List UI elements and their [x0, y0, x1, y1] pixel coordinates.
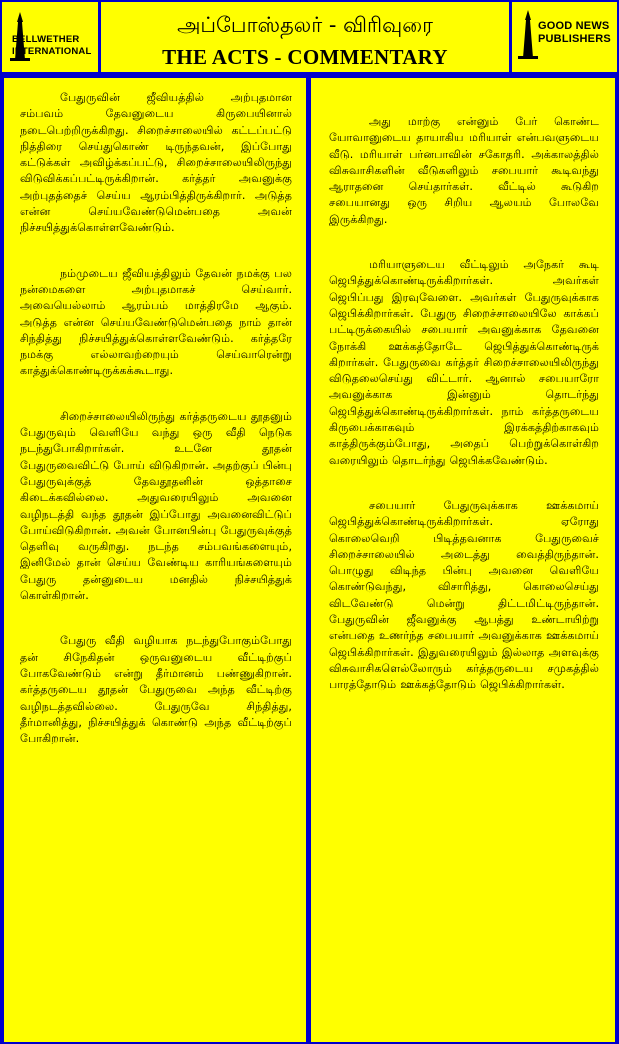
logo-text-line2: PUBLISHERS — [538, 33, 611, 45]
paragraph: நம்முடைய ஜீவியத்திலும் தேவன் நமக்கு பல நன்மைகளை அற்புதமாகச் செய்வார். அவையெல்லாம் ஆரம்பம் மாத்திரமே ஆகும். அடுத்த என்ன செய்யவேண்டுமென்பதை நாம் தான் சிந்தித்து நிச்சயித்துக்கொள்ளவேண்டும். கர்த்தரே நமக்கு எல்லாவற்றையும் செய்வாரென்று காத்துக்கொண்டிருக்கக்கூடாது. — [20, 266, 292, 378]
left-column-text — [20, 90, 292, 776]
good-news-logo-text — [538, 20, 611, 46]
paragraph: பேதுருவின் ஜீவியத்தில் அற்புதமான சம்பவம் தேவனுடைய கிருபையினால் நடைபெற்றிருக்கிறது. சிறைச்சாலையில் கட்டப்பட்டு நித்திரை செய்துகொண் டிருந்தவன், இப்போது கட்டுக்கள் அவிழ்க்கப்பட்டு, சிறைச்சாலையிலிருந்து விடுவிக்கப்பட்டிருக்கிறான். கர்த்தர் அவனுக்கு அற்புதத்தைச் செய்ய ஆரம்பித்திருக்கிறார். அடுத்த என்ன செய்யவேண்டுமென்பதை அவன் நிச்சயித்துக்கொள்ளவேண்டும். — [20, 91, 292, 235]
paragraph: பேதுரு வீதி வழியாக நடந்துபோகும்போது தன் சிநேகிதன் ஒருவனுடைய வீட்டிற்குப் போகவேண்டும் என்று தீர்மானம் பண்ணுகிறான். கர்த்தருடைய தூதன் பேதுருவை அந்த வீட்டிற்கு வழிநடத்தவில்லை. பேதுருவே சிந்தித்து, தீர்மானித்து, நிச்சயித்துக் கொண்டு அந்த வீட்டிற்குப் போகிறான். — [20, 634, 292, 746]
logo-text-line1: BELLWETHER — [12, 34, 80, 45]
good-news-logo — [512, 2, 617, 72]
title-panel — [101, 2, 509, 72]
title-english: THE ACTS - COMMENTARY — [162, 45, 448, 69]
right-column-text — [329, 114, 599, 723]
paragraph: சபையார் பேதுருவுக்காக ஊக்கமாய் ஜெபித்துக்கொண்டிருக்கிறார்கள். ஏரோது கொலைவெறி பிடித்தவனாக பேதுருவைச் சிறைச்சாலையில் அடைத்து வைத்திருந்தான். பொழுது விடிந்த பின்பு அவனை வெளியே கொண்டுவந்து, விசாரித்து, கொலைசெய்து விடவேண்டு மென்று திட்டமிட்டிருந்தான். பேதுருவின் ஜீவனுக்கு ஆபத்து உண்டாயிற்று என்பதை உணர்ந்த சபையார் அவனுக்காக ஊக்கமாய் ஜெபிக்கிறார்கள். இதுவரையிலும் இல்லாத அளவுக்கு விசுவாசிகளெல்லோரும் கர்த்தருடைய சமுகத்தில் பாரத்தோடும் ஊக்கத்தோடும் ஜெபிக்கிறார்கள். — [329, 498, 599, 692]
logo-text-line1: GOOD NEWS — [538, 20, 610, 32]
paragraph: சிறைச்சாலையிலிருந்து கர்த்தருடைய தூதனும் பேதுருவும் வெளியே வந்து ஒரு வீதி நெடுக நடந்துபோகிறார்கள். உடனே தூதன் பேதுருவைவிட்டு போய் விடுகிறான். அதற்குப் பின்பு பேதுருவுக்குத் தேவதூதனின் ஒத்தாசை கிடைக்கவில்லை. அதுவரையிலும் அவனை வழிநடத்தி வந்த தூதன் இப்போது அவனைவிட்டுப் போய்விடுகிறான். அவன் போனபின்பு பேதுருவுக்குத் தெளிவு வருகிறது. நடந்த சம்பவங்களையும், இனிமேல் தான் செய்ய வேண்டிய காரியங்களையும் பேதுரு தன்னுடைய மனதில் நிச்சயித்துக் கொள்கிறான். — [20, 409, 292, 603]
logo-text-line2: INTERNATIONAL — [12, 46, 92, 57]
title-tamil: அப்போஸ்தலர் - விரிவுரை — [177, 13, 433, 37]
right-column — [311, 78, 615, 1042]
bellwether-logo-text — [12, 34, 91, 58]
bellwether-logo — [2, 2, 98, 72]
left-column — [4, 78, 306, 1042]
paragraph: மரியாளுடைய வீட்டிலும் அநேகர் கூடி ஜெபித்துக்கொண்டிருக்கிறார்கள். அவர்கள் ஜெபிப்பது இரவுவேளை. அவர்கள் பேதுருவுக்காக ஜெபிக்கிறார்கள். பேதுரு சிறைச்சாலையிலே காக்கப் பட்டிருக்கையில் சபையார் அவனுக்காக தேவனை நோக்கி ஊக்கத்தோடே ஜெபித்துக்கொண்டிருக் கிறார்கள். பேதுருவை கர்த்தர் சிறைச்சாலையிலிருந்து விடுதலைசெய்து விட்டார். ஆனால் சபையாரோ அவனுக்காக இன்னும் தொடர்ந்து ஜெபித்துக்கொண்டிருக்கிறார்கள். நாம் கர்த்தருடைய கிருபைக்காகவும் இரக்கத்திற்காகவும் காத்திருக்கும்போது, அதைப் பெற்றுக்கொள்கிற வரையிலும் தொடர்ந்து ஜெபிக்கவேண்டும். — [329, 258, 599, 467]
tower-icon — [516, 10, 540, 60]
paragraph: அது மாற்கு என்னும் பேர் கொண்ட யோவானுடைய தாயாகிய மரியாள் என்பவளுடைய வீடு. மரியாள் பர்னபாவின் சகோதரி. அக்காலத்தில் விசுவாசிகளின் வீடுகளிலும் சபையார் கூடிவந்து ஆராதனை செய்தார்கள். வீட்டில் கூடுகிற சபையானது ஒரு சிறிய ஆலயம் போலவே இருக்கிறது. — [329, 115, 599, 226]
